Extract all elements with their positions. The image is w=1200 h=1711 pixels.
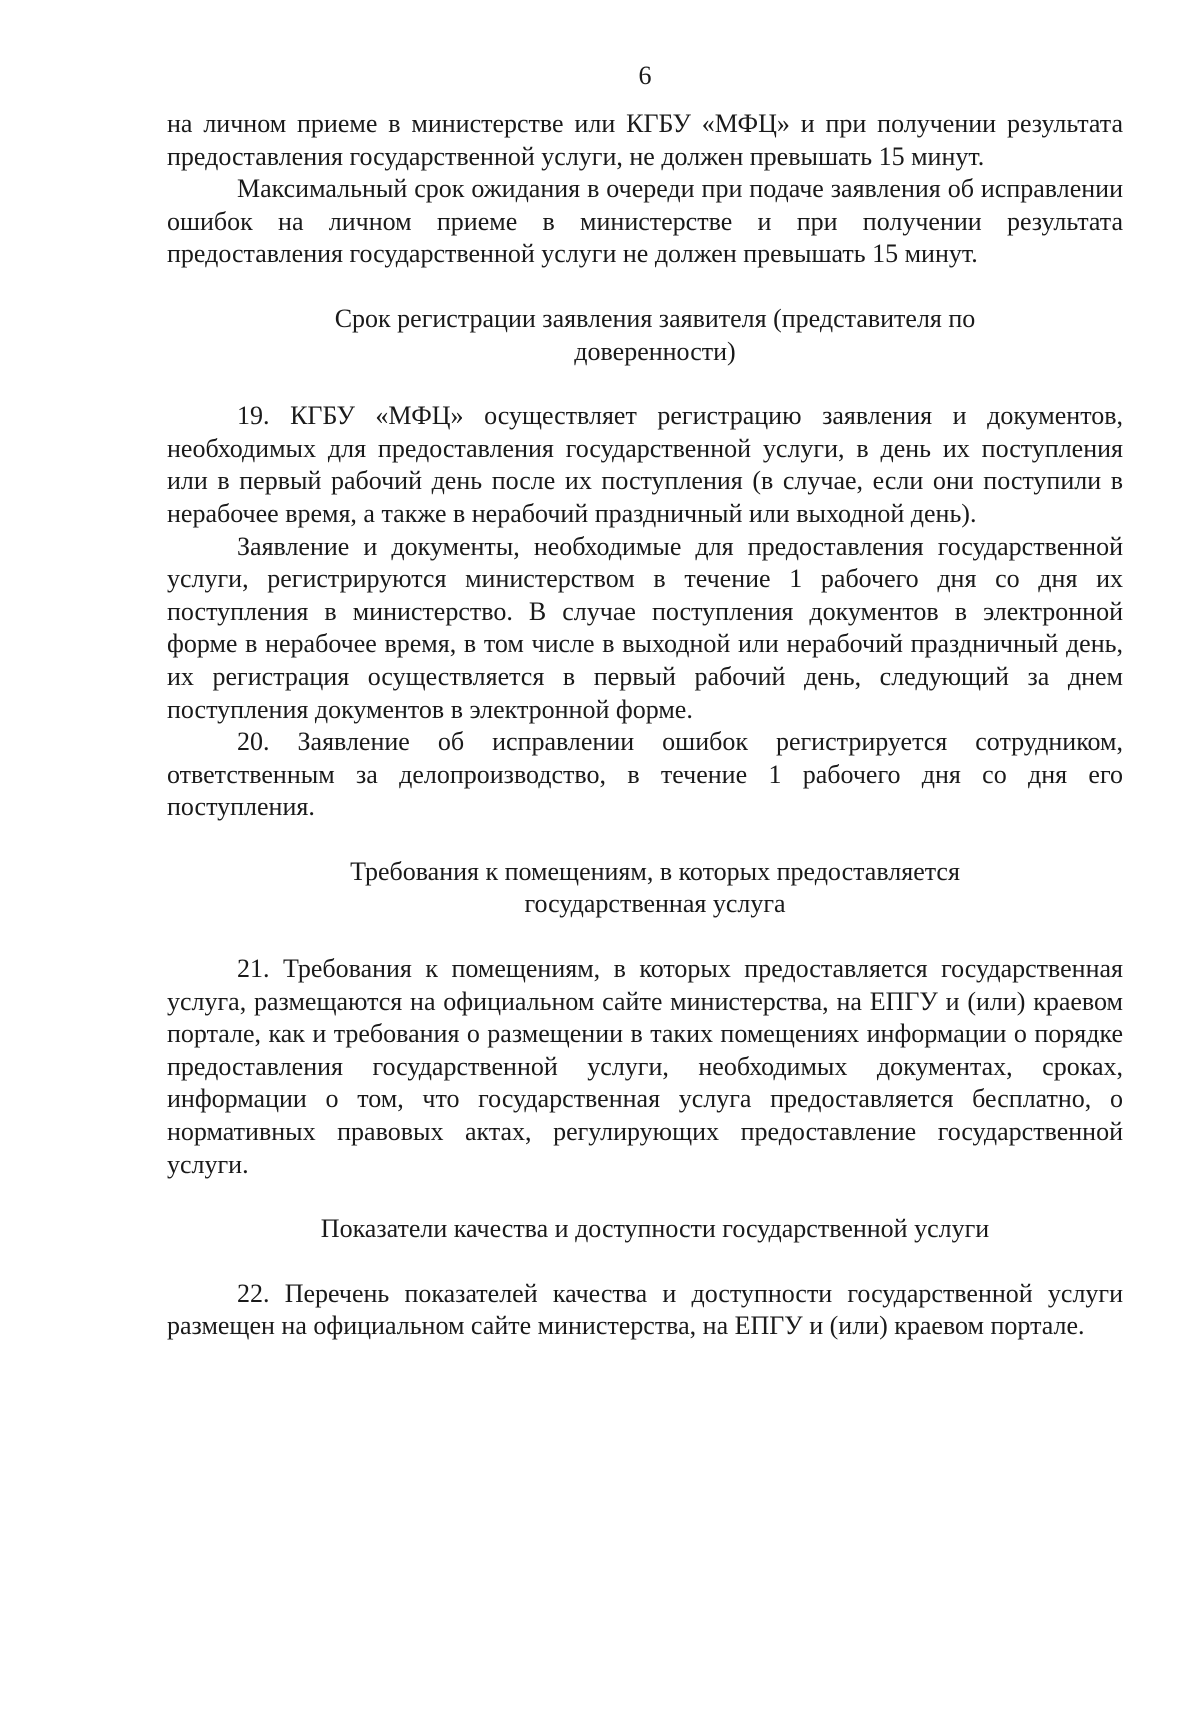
- heading-premises-requirements: Требования к помещениям, в которых предоставляется государственная услуга: [350, 856, 960, 919]
- heading-registration-term: Срок регистрации заявления заявителя (представителя по доверенности): [334, 303, 976, 366]
- paragraph-19: 19. КГБУ «МФЦ» осуществляет регистрацию заявления и документов, необходимых для предоставления государственной услуги, в день их поступления или в первый рабочий день после их поступления (в случае, если они поступили в нерабочее время, а также в нерабочий праздничный или выходной день).: [167, 401, 1123, 528]
- heading-quality-indicators: Показатели качества и доступности государственной услуги: [320, 1214, 990, 1244]
- paragraph-20: 20. Заявление об исправлении ошибок регистрируется сотрудником, ответственным за делопроизводство, в течение 1 рабочего дня со дня его поступления.: [167, 727, 1123, 822]
- paragraph-queue-time-corrections: Максимальный срок ожидания в очереди при подаче заявления об исправлении ошибок на личном приеме в министерстве и при получении результата предоставления государственной услуги не должен превышать 15 минут.: [167, 174, 1123, 269]
- paragraph-21: 21. Требования к помещениям, в которых предоставляется государственная услуга, размещаются на официальном сайте министерства, на ЕПГУ и (или) краевом портале, как и требования о размещении в таких помещениях информации о порядке предоставления государственной услуги, необходимых документах, сроках, информации о том, что государственная услуга предоставляется бесплатно, о нормативных правовых актах, регулирующих предоставление государственной услуги.: [167, 954, 1123, 1179]
- document-body: [167, 108, 1123, 1343]
- page-number: 6: [638, 61, 652, 90]
- paragraph-ministry-registration: Заявление и документы, необходимые для предоставления государственной услуги, регистрируются министерством в течение 1 рабочего дня со дня их поступления в министерство. В случае поступления документов в электронной форме в нерабочее время, в том числе в выходной или нерабочий праздничный день, их регистрация осуществляется в первый рабочий день, следующий за днем поступления документов в электронной форме.: [167, 531, 1123, 724]
- paragraph-22: 22. Перечень показателей качества и доступности государственной услуги размещен на официальном сайте министерства, на ЕПГУ и (или) краевом портале.: [167, 1278, 1123, 1341]
- paragraph-queue-time-end: на личном приеме в министерстве или КГБУ «МФЦ» и при получении результата предоставления государственной услуги, не должен превышать 15 минут.: [167, 109, 1123, 171]
